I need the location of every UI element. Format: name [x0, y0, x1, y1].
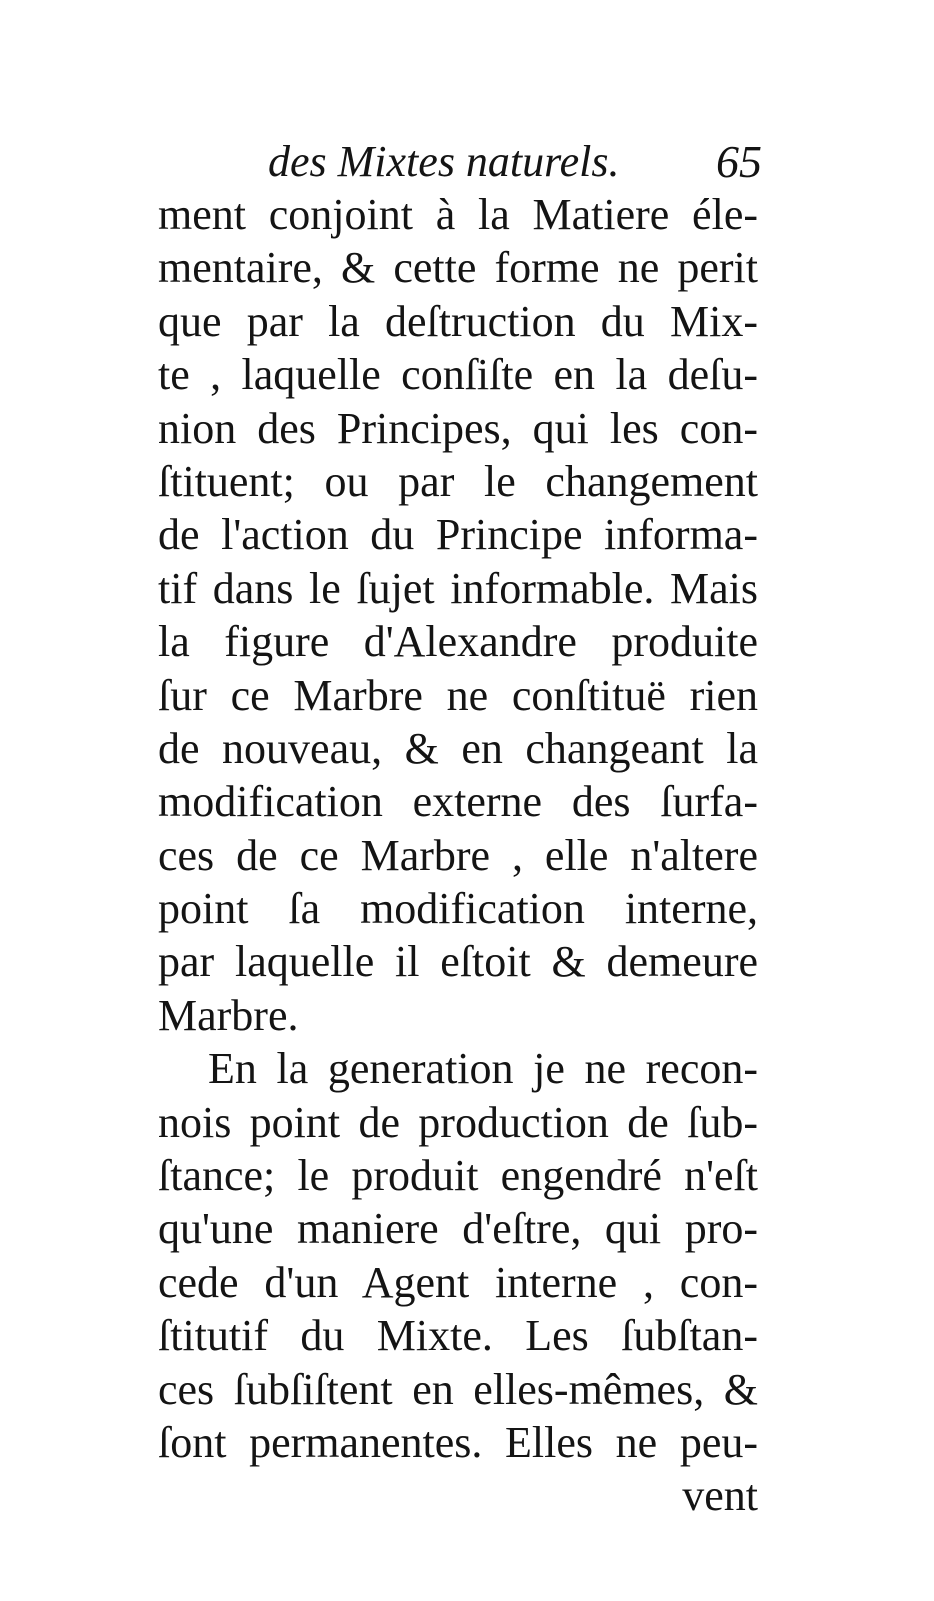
text-line: la figure d'Alexandre produite	[158, 617, 758, 667]
text-line: de nouveau, & en changeant la	[158, 723, 758, 773]
paragraph-start-line: En la generation je ne recon-	[208, 1044, 758, 1094]
text-line: ment conjoint à la Matiere éle-	[158, 190, 758, 239]
page-number: 65	[716, 136, 762, 187]
text-line: nion des Principes, qui les con-	[158, 403, 758, 453]
text-line: par laquelle il eſtoit & demeure	[158, 937, 758, 987]
catchword: vent	[682, 1471, 758, 1521]
text-line: cede d'un Agent interne , con-	[158, 1257, 758, 1307]
text-line: mentaire, & cette forme ne perit	[158, 243, 758, 293]
paragraph-end-line: Marbre.	[158, 990, 299, 1040]
text-line: ſur ce Marbre ne conſtituë rien	[158, 670, 758, 720]
running-title: des Mixtes naturels.	[268, 137, 620, 186]
text-line: ſtance; le produit engendré n'eſt	[158, 1151, 758, 1201]
text-line: ces ſubſiſtent en elles-mêmes, &	[158, 1364, 758, 1414]
running-head	[158, 132, 762, 192]
text-line: modification externe des ſurfa-	[158, 777, 758, 827]
text-line: ces de ce Marbre , elle n'altere	[158, 830, 758, 880]
body-text	[158, 188, 758, 1523]
text-line: te , laquelle conſiſte en la deſu-	[158, 350, 758, 400]
text-line: ſtitutif du Mixte. Les ſubſtan-	[158, 1311, 758, 1361]
text-line: que par la deſtruction du Mix-	[158, 296, 758, 346]
text-line: tif dans le ſujet informable. Mais	[158, 563, 758, 613]
text-line: nois point de production de ſub-	[158, 1097, 758, 1147]
text-line: ſtituent; ou par le changement	[158, 456, 758, 506]
text-line: de l'action du Principe informa-	[158, 510, 758, 560]
text-line: qu'une maniere d'eſtre, qui pro-	[158, 1204, 758, 1254]
text-line: ſont permanentes. Elles ne peu-	[158, 1417, 758, 1467]
text-line: point ſa modification interne,	[158, 884, 758, 934]
